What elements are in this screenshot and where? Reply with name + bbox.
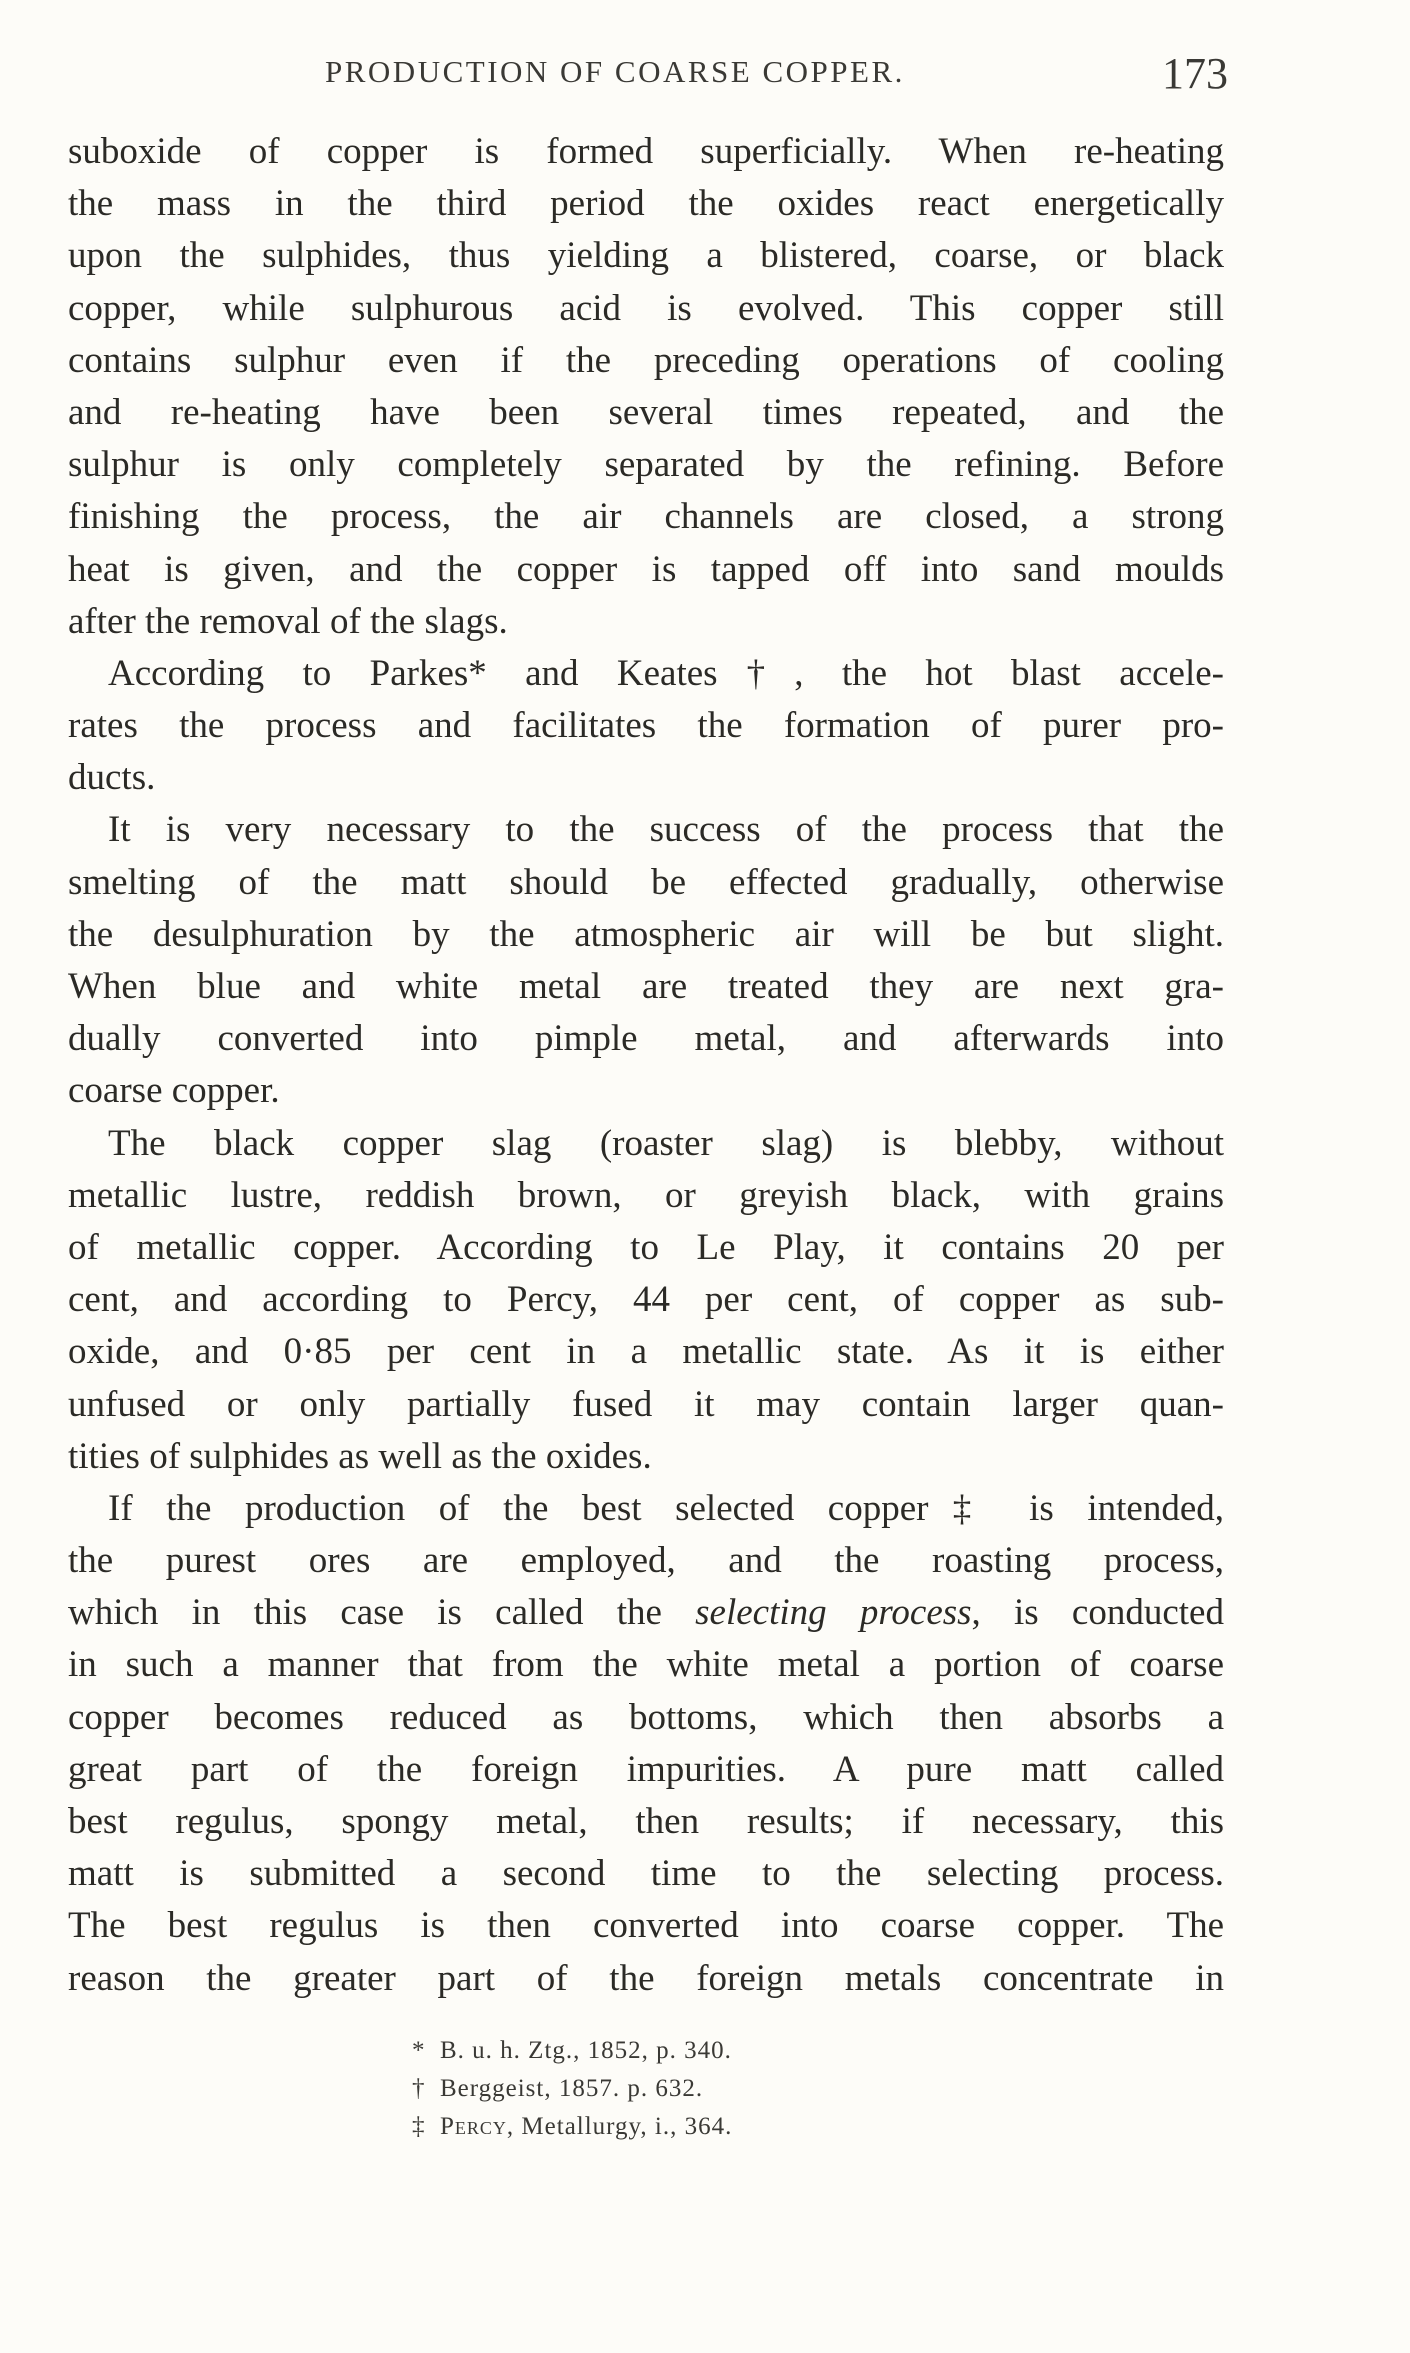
text-line: copper becomes reduced as bottoms, which then absorbs a (68, 1696, 1224, 1738)
text-line: If the production of the best selected copper‡ is intended, (108, 1487, 1224, 1529)
text-line: metallic lustre, reddish brown, or greyish black, with grains (68, 1174, 1224, 1216)
text-line: suboxide of copper is formed superficially. When re-heating (68, 131, 1224, 172)
paragraph-2 (68, 648, 1224, 805)
footnote (412, 2070, 1112, 2108)
text-line: oxide, and 0·85 per cent in a metallic state. As it is either (68, 1331, 1224, 1373)
text-line: and re-heating have been several times repeated, and the (68, 391, 1224, 433)
running-head (68, 48, 1228, 108)
paragraph-3 (68, 804, 1224, 1117)
text-line: cent, and according to Percy, 44 per cent, of copper as sub- (68, 1279, 1224, 1321)
text-line: The best regulus is then converted into coarse copper. The (68, 1905, 1224, 1947)
footnotes (412, 2032, 1112, 2146)
text-segment: which in this case is called the (68, 1592, 696, 1634)
text-line: great part of the foreign impurities. A pure matt called (68, 1748, 1224, 1790)
text-line: the mass in the third period the oxides react energetically (68, 183, 1224, 225)
footnote-mark: ‡ (412, 2113, 426, 2140)
text-line: the desulphuration by the atmospheric air will be but slight. (68, 913, 1224, 955)
text-line: reason the greater part of the foreign metals concentrate in (68, 1957, 1224, 1999)
text-line-with-italic (68, 1587, 1224, 1639)
footnote-mark: * (412, 2037, 426, 2064)
text-line: copper, while sulphurous acid is evolved. This copper still (68, 287, 1224, 329)
footnote-text: , Metallurgy, i., 364. (506, 2113, 733, 2140)
text-line: the purest ores are employed, and the roasting process, (68, 1540, 1224, 1582)
text-line: ducts. (68, 757, 156, 799)
paragraph-1 (68, 126, 1224, 648)
text-line: heat is given, and the copper is tapped off into sand moulds (68, 548, 1224, 590)
text-line: in such a manner that from the white metal a portion of coarse (68, 1644, 1224, 1686)
text-line: It is very necessary to the success of the process that the (108, 809, 1224, 851)
italic-term: selecting process (695, 1592, 972, 1634)
body-text (68, 126, 1224, 2005)
text-line: coarse copper. (68, 1070, 280, 1112)
footnote-text: Berggeist, 1857. p. 632. (440, 2075, 704, 2102)
text-line: matt is submitted a second time to the selecting process. (68, 1853, 1224, 1895)
text-line: rates the process and facilitates the formation of purer pro- (68, 705, 1224, 747)
text-line: contains sulphur even if the preceding operations of cooling (68, 339, 1224, 381)
text-line: best regulus, spongy metal, then results; if necessary, this (68, 1801, 1224, 1842)
paragraph-4 (68, 1118, 1224, 1483)
page-number: 173 (1162, 49, 1228, 98)
text-line: finishing the process, the air channels are closed, a strong (68, 496, 1224, 538)
footnote-mark: † (412, 2075, 426, 2102)
text-line: The black copper slag (roaster slag) is blebby, without (108, 1122, 1224, 1164)
text-line: tities of sulphides as well as the oxides. (68, 1435, 652, 1477)
text-line: dually converted into pimple metal, and afterwards into (68, 1018, 1224, 1060)
text-line: According to Parkes* and Keates†, the hot blast accele- (108, 652, 1224, 694)
footnote-author: Percy (440, 2113, 507, 2140)
text-line: sulphur is only completely separated by the refining. Before (68, 444, 1224, 486)
footnote-text: B. u. h. Ztg., 1852, p. 340. (440, 2037, 732, 2064)
text-line: of metallic copper. According to Le Play, it contains 20 per (68, 1226, 1224, 1268)
footnote (412, 2108, 1112, 2146)
running-title: PRODUCTION OF COARSE COPPER. (325, 54, 905, 89)
text-line: When blue and white metal are treated they are next gra- (68, 966, 1224, 1007)
text-line: after the removal of the slags. (68, 600, 508, 642)
text-line: smelting of the matt should be effected gradually, otherwise (68, 861, 1224, 903)
text-line: upon the sulphides, thus yielding a blistered, coarse, or black (68, 235, 1224, 277)
text-line: unfused or only partially fused it may contain larger quan- (68, 1383, 1224, 1425)
footnote (412, 2032, 1112, 2070)
paragraph-5 (68, 1483, 1224, 2005)
text-segment: , is conducted (971, 1592, 1224, 1634)
